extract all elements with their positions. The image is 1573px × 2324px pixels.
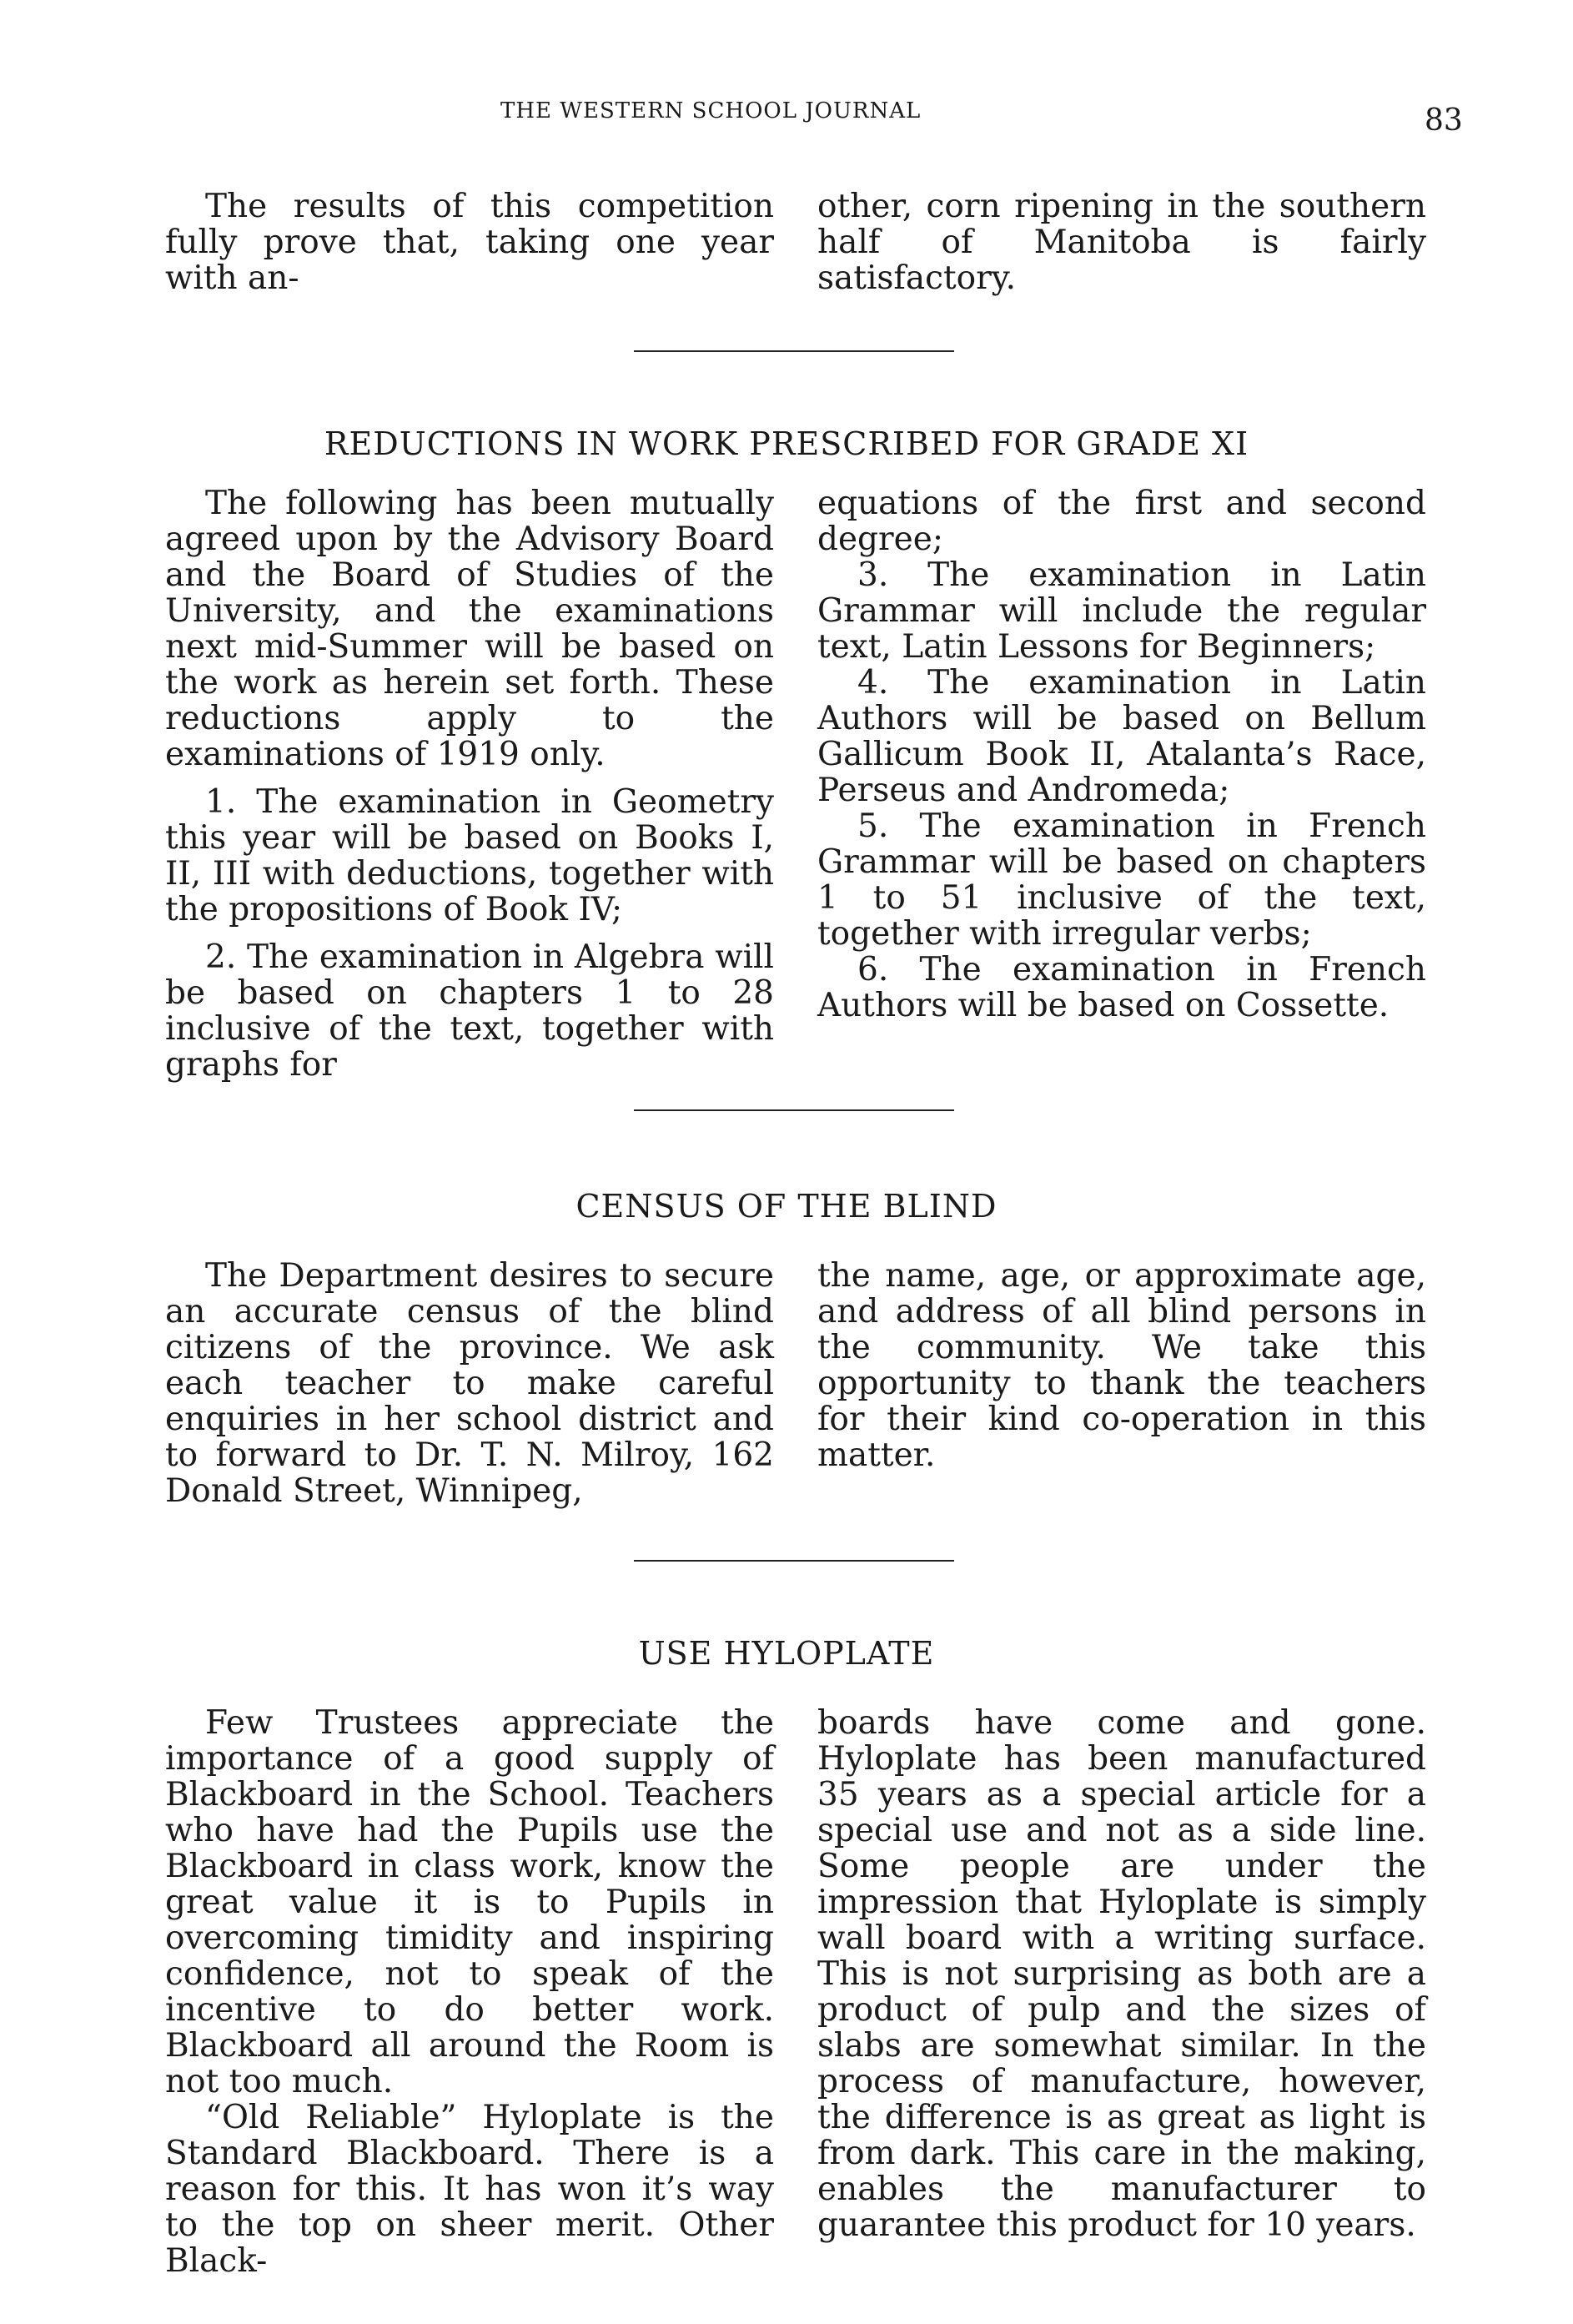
running-head: THE WESTERN SCHOOL JOURNAL xyxy=(500,98,922,123)
hyloplate-paragraph-continued: boards have come and gone. Hyloplate has been manufactured 35 years as a special article for a special use and not as a side line. Some people are under the impression that Hyloplate is simply wall board with a writing surface. This is not surprising as both are a product of pulp and the sizes of slabs are somewhat similar. In the process of manufacture, however, the difference is as great as light is from dark. This care in the making, enables the manufacturer to guarantee this product for 10 years. xyxy=(817,1704,1426,2244)
census-paragraph: The Department desires to secure an accurate census of the blind citizens of the province. We ask each teacher to make careful enquiries in her school district and to forward to Dr. T. N. Milroy, 162 Donald Street, Winnipeg, xyxy=(165,1257,774,1510)
reductions-item-5: 5. The examination in French Grammar will be based on chapters 1 to 51 inclusive of the text, together with irregular verbs; xyxy=(817,807,1426,953)
hyloplate-paragraph: “Old Reliable” Hyloplate is the Standard Blackboard. There is a reason for this. It has won it’s way to the top on sheer merit. Other Black- xyxy=(165,2099,774,2280)
census-left-column xyxy=(165,1258,774,1509)
intro-right-column xyxy=(817,189,1426,296)
reductions-item-2-continued: equations of the first and second degree; xyxy=(817,485,1426,558)
intro-left-column xyxy=(165,189,774,296)
hyloplate-heading: USE HYLOPLATE xyxy=(638,1635,935,1672)
intro-right-paragraph: other, corn ripening in the southern half of Manitoba is fairly satisfactory. xyxy=(817,188,1426,297)
section-divider xyxy=(634,1109,954,1111)
reductions-item-6: 6. The examination in French Authors will be based on Cossette. xyxy=(817,951,1426,1024)
reductions-heading: REDUCTIONS IN WORK PRESCRIBED FOR GRADE XI xyxy=(324,425,1249,462)
hyloplate-paragraph: Few Trustees appreciate the importance of a good supply of Blackboard in the School. Teachers who have had the Pupils use the Blackboard in class work, know the great value it is to Pupils in overcoming timidity and inspiring confidence, not to speak of the incentive to do better work. Blackboard all around the Room is not too much. xyxy=(165,1704,774,2100)
reductions-left-column xyxy=(165,485,774,1083)
reductions-paragraph: The following has been mutually agreed upon by the Advisory Board and the Board of Studies of the University, and the examinations next mid-Summer will be based on the work as herein set forth. These reductions apply to the examinations of 1919 only. xyxy=(165,485,774,773)
reductions-right-column xyxy=(817,485,1426,1024)
reductions-item-2: 2. The examination in Algebra will be based on chapters 1 to 28 inclusive of the text, together with graphs for xyxy=(165,938,774,1084)
section-divider xyxy=(634,350,954,352)
section-divider xyxy=(634,1560,954,1562)
reductions-item-3: 3. The examination in Latin Grammar will include the regular text, Latin Lessons for Beginners; xyxy=(817,556,1426,666)
census-paragraph-continued: the name, age, or approximate age, and address of all blind persons in the community. We take this opportunity to thank the teachers for their kind co-operation in this matter. xyxy=(817,1257,1426,1474)
census-right-column xyxy=(817,1258,1426,1473)
reductions-item-1: 1. The examination in Geometry this year will be based on Books I, II, III with deductions, together with the propositions of Book IV; xyxy=(165,783,774,928)
hyloplate-left-column xyxy=(165,1705,774,2279)
page-number: 83 xyxy=(1425,103,1463,138)
reductions-item-4: 4. The examination in Latin Authors will be based on Bellum Gallicum Book II, Atalanta’s Race, Perseus and Andromeda; xyxy=(817,664,1426,809)
intro-left-paragraph: The results of this competition fully prove that, taking one year with an- xyxy=(165,188,774,297)
census-heading: CENSUS OF THE BLIND xyxy=(575,1188,998,1225)
hyloplate-right-column xyxy=(817,1705,1426,2243)
